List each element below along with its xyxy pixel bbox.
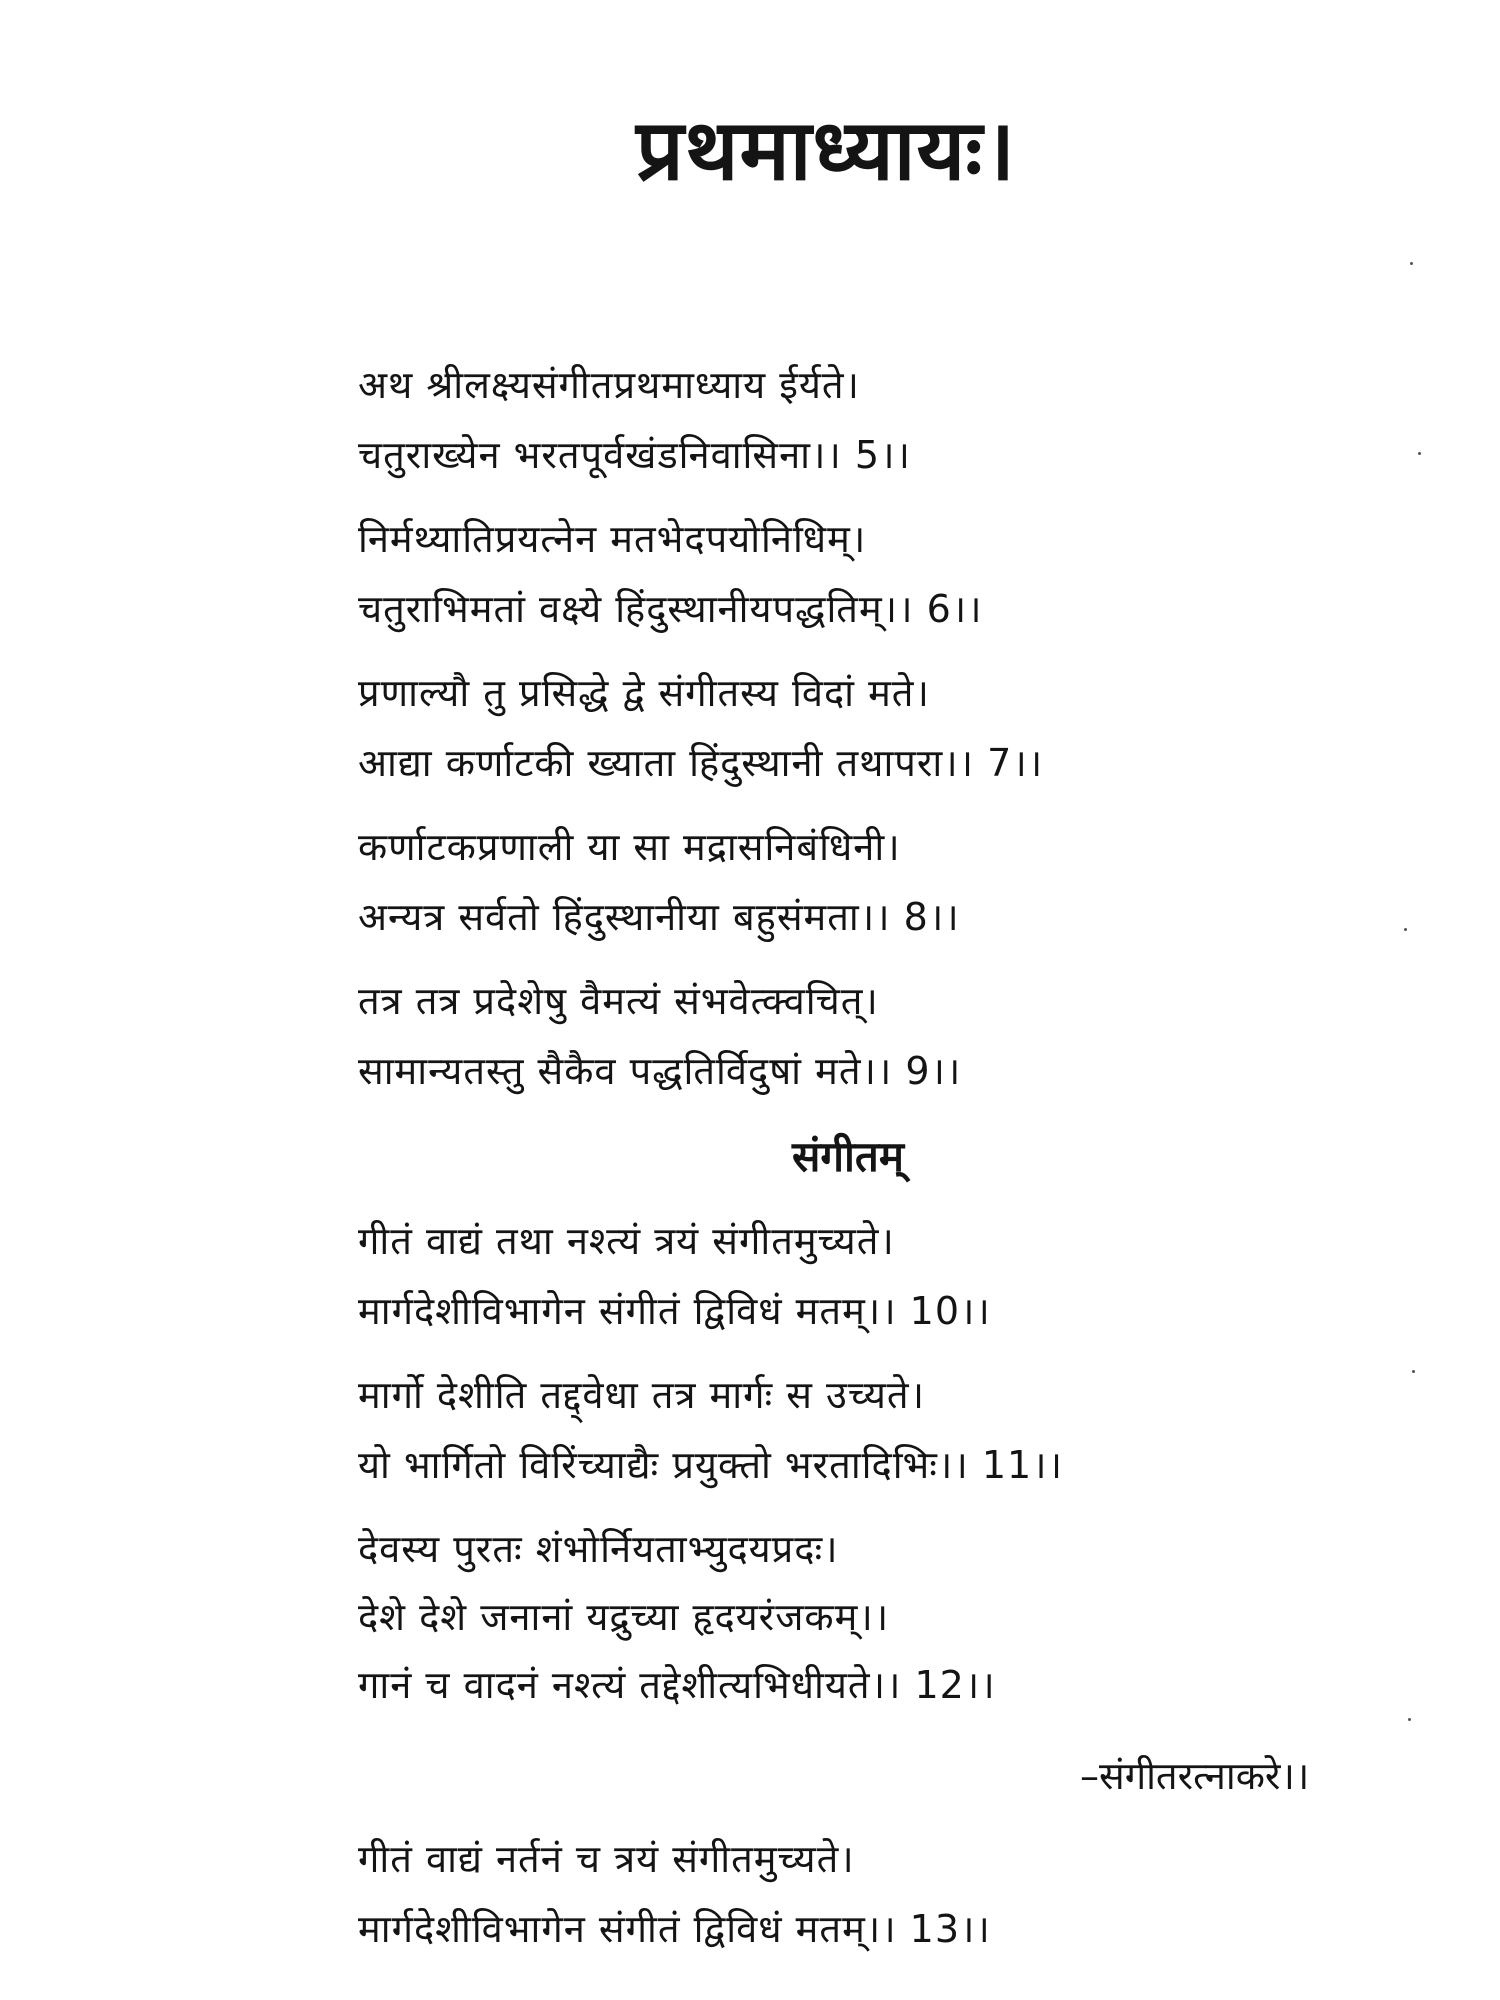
- verse-line: चतुराख्येन भरतपूर्वखंडनिवासिना।। 5।।: [358, 433, 911, 477]
- verse-line: यो भार्गितो विरिंच्याद्यैः प्रयुक्तो भरतादिभिः।। 11।।: [358, 1443, 1063, 1487]
- verse-line: देवस्य पुरतः शंभोर्नियताभ्युदयप्रदः।: [358, 1527, 839, 1571]
- verse-line: चतुराभिमतां वक्ष्ये हिंदुस्थानीयपद्धतिम्।। 6।।: [358, 587, 983, 631]
- section-heading: संगीतम्: [792, 1132, 904, 1181]
- verse-line: तत्र तत्र प्रदेशेषु वैमत्यं संभवेत्क्वचित्।: [358, 979, 879, 1023]
- verse-line: कर्णाटकप्रणाली या सा मद्रासनिबंधिनी।: [358, 825, 901, 869]
- verse-line: देशे देशे जनानां यद्रुच्या हृदयरंजकम्।।: [358, 1595, 890, 1639]
- verse-line: मार्गो देशीति तद्द्वेधा तत्र मार्गः स उच्यते।: [358, 1373, 925, 1417]
- verse-line: गीतं वाद्यं नर्तनं च त्रयं संगीतमुच्यते।: [358, 1837, 855, 1881]
- scan-speck: [1412, 1370, 1415, 1373]
- chapter-title: प्रथमाध्यायः।: [636, 101, 1017, 199]
- scan-speck: [1408, 1718, 1411, 1721]
- verse-line: गानं च वादनं नश्त्यं तद्देशीत्यभिधीयते।। 12।।: [358, 1663, 996, 1707]
- verse-line: मार्गदेशीविभागेन संगीतं द्विविधं मतम्।। 13।।: [358, 1907, 991, 1951]
- verse-line: मार्गदेशीविभागेन संगीतं द्विविधं मतम्।। 10।।: [358, 1289, 991, 1333]
- verse-line: सामान्यतस्तु सैकैव पद्धतिर्विदुषां मते।। 9।।: [358, 1049, 962, 1093]
- scan-speck: [1404, 928, 1407, 931]
- verse-line: निर्मथ्यातिप्रयत्नेन मतभेदपयोनिधिम्।: [358, 517, 867, 561]
- verse-line: अन्यत्र सर्वतो हिंदुस्थानीया बहुसंमता।। 8।।: [358, 895, 960, 939]
- verse-line: आद्या कर्णाटकी ख्याता हिंदुस्थानी तथापरा।। 7।।: [358, 741, 1044, 785]
- scan-speck: [1418, 452, 1421, 455]
- verse-line: अथ श्रीलक्ष्यसंगीतप्रथमाध्याय ईर्यते।: [358, 363, 860, 407]
- source-attribution: –संगीतरत्नाकरे।।: [1080, 1754, 1310, 1798]
- verse-line: गीतं वाद्यं तथा नश्त्यं त्रयं संगीतमुच्यते।: [358, 1219, 895, 1263]
- scan-speck: [1410, 262, 1413, 265]
- verse-line: प्रणाल्यौ तु प्रसिद्धे द्वे संगीतस्य विदां मते।: [358, 671, 930, 715]
